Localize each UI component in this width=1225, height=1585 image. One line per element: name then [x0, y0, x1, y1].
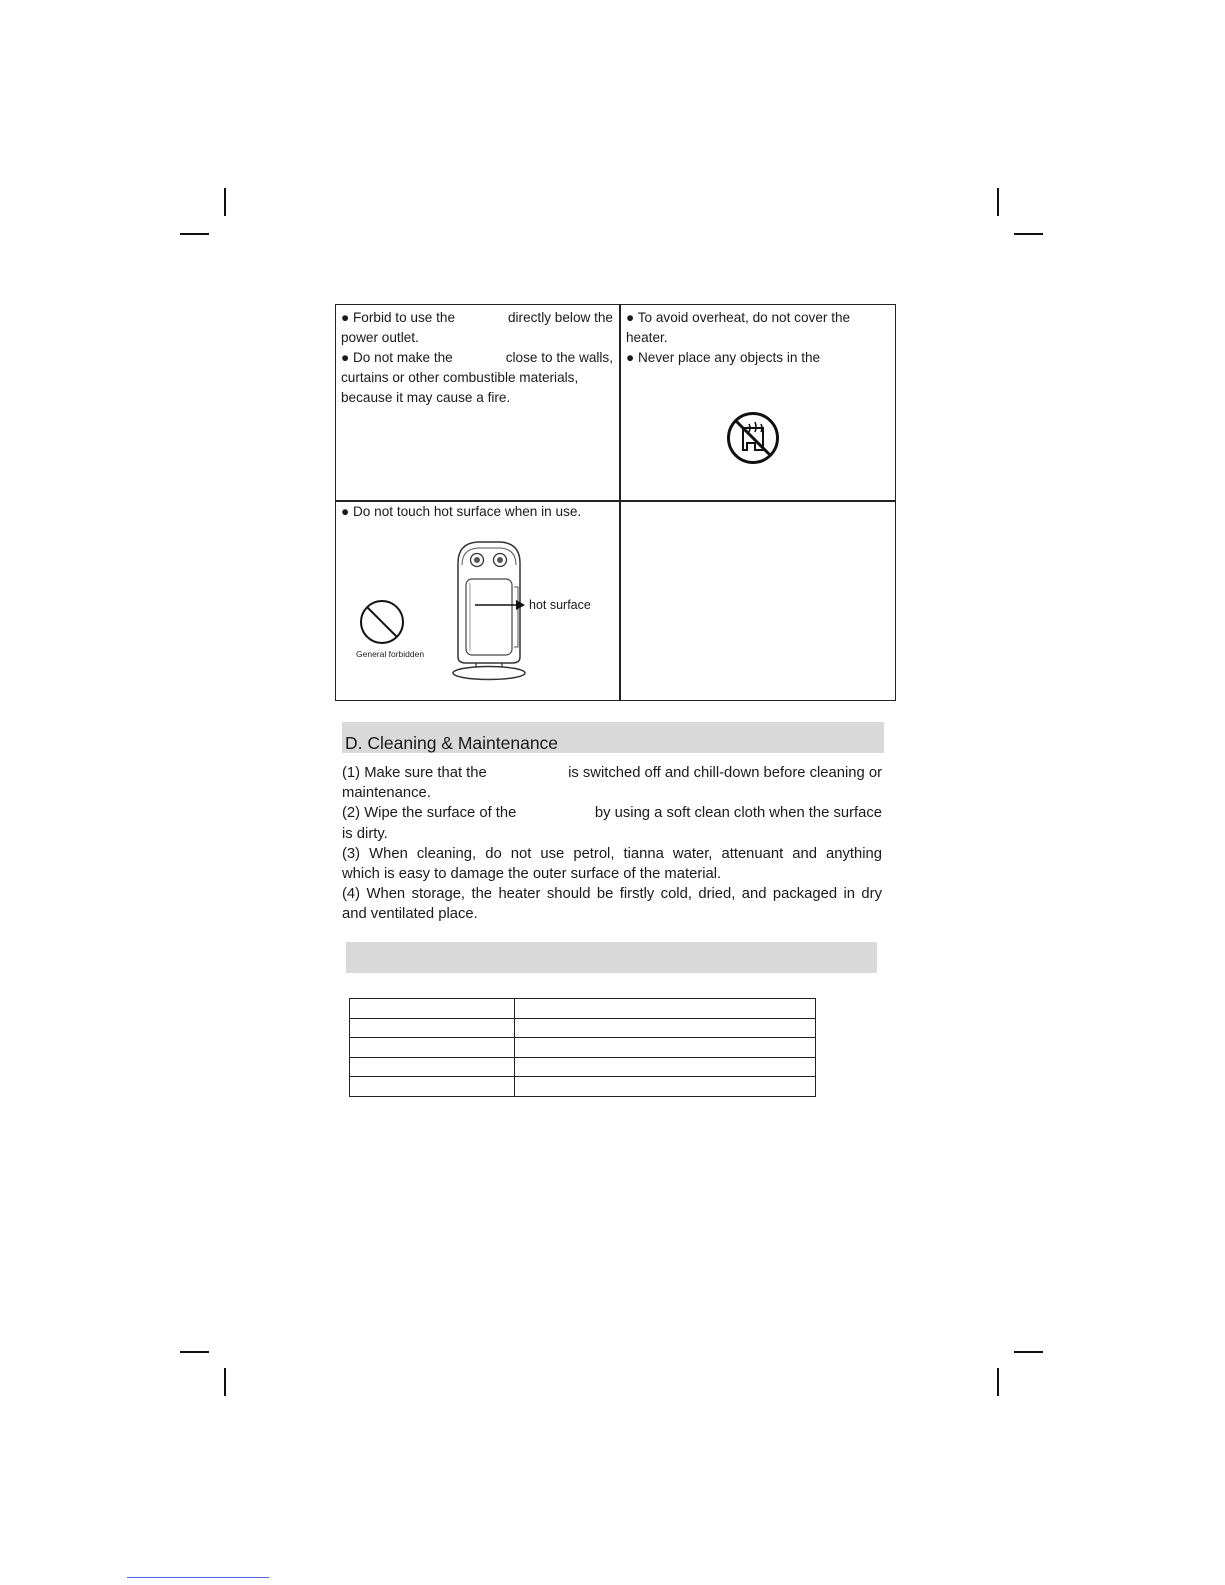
crop-mark-bottom-right-vertical: [997, 1368, 999, 1396]
cleaning-step-2-line1: [342, 803, 882, 823]
warning-item-walls-line: [341, 348, 613, 368]
spec-label-cell: [350, 1057, 515, 1077]
table-row: [350, 1057, 816, 1077]
spec-value-cell: [515, 999, 816, 1019]
warning-item-overheat-line2: heater.: [626, 330, 668, 345]
warning-cell-covering: [626, 308, 892, 368]
crop-mark-bottom-left-horizontal: [180, 1351, 209, 1353]
cleaning-step-2-line2: is dirty.: [342, 825, 388, 842]
crop-mark-top-left-horizontal: [180, 233, 209, 235]
warning-item-outlet-start: ● Forbid to use the: [341, 310, 456, 325]
warning-cell-hot-surface: [341, 502, 613, 522]
warning-item-walls-line3: because it may cause a fire.: [341, 390, 511, 405]
cleaning-step-4-line2: and ventilated place.: [342, 906, 478, 923]
spec-value-cell: [515, 1077, 816, 1097]
arrow-icon: [475, 600, 525, 610]
spec-label-cell: [350, 1018, 515, 1038]
spec-label-cell: [350, 999, 515, 1019]
spec-label-cell: [350, 1038, 515, 1058]
hot-surface-label: hot surface: [529, 598, 591, 612]
cleaning-section-header: [342, 722, 884, 753]
crop-mark-top-left-vertical: [224, 188, 226, 216]
cleaning-step-4-line1: (4) When storage, the heater should be firstly cold, dried, and packaged in dry: [342, 886, 882, 903]
cleaning-instructions: [342, 763, 882, 925]
crop-mark-bottom-right-horizontal: [1014, 1351, 1043, 1353]
warning-item-outlet-end: directly below the: [507, 310, 613, 325]
warning-item-walls-end: close to the walls,: [505, 350, 613, 365]
cleaning-step-3-line1: (3) When cleaning, do not use petrol, tianna water, attenuant and anything: [342, 845, 882, 862]
warning-item-overheat-line1: ● To avoid overheat, do not cover the: [626, 310, 851, 325]
cleaning-step-2-start: (2) Wipe the surface of the: [342, 805, 517, 822]
do-not-cover-icon: [725, 410, 781, 466]
cleaning-step-1-line2: maintenance.: [342, 785, 431, 802]
cleaning-step-1-line1: [342, 763, 882, 783]
warning-item-objects-line1: ● Never place any objects in the: [626, 350, 821, 365]
cleaning-step-3-line2: which is easy to damage the outer surface of the material.: [342, 866, 722, 883]
link-underline[interactable]: [127, 1577, 269, 1578]
table-row: [350, 1038, 816, 1058]
cleaning-section-title: D. Cleaning & Maintenance: [345, 733, 559, 753]
spec-value-cell: [515, 1018, 816, 1038]
cleaning-step-1-end: is switched off and chill-down before cleaning or: [568, 765, 882, 781]
table-row: [350, 1077, 816, 1097]
table-divider-vertical: [619, 305, 621, 700]
specification-table: [349, 998, 816, 1097]
warning-item-walls-start: ● Do not make the: [341, 350, 453, 365]
crop-mark-top-right-vertical: [997, 188, 999, 216]
warning-item-outlet-line2: power outlet.: [341, 330, 419, 345]
warning-item-walls-line2: curtains or other combustible materials,: [341, 370, 579, 385]
warning-item-outlet-line: [341, 308, 613, 328]
table-row: [350, 1018, 816, 1038]
crop-mark-top-right-horizontal: [1014, 233, 1043, 235]
table-row: [350, 999, 816, 1019]
specification-section-header: [346, 942, 877, 973]
spec-label-cell: [350, 1077, 515, 1097]
safety-warnings-table: [335, 304, 896, 701]
general-forbidden-caption: General forbidden: [356, 649, 425, 659]
cleaning-step-2-end: by using a soft clean cloth when the surface: [594, 805, 882, 822]
crop-mark-bottom-left-vertical: [224, 1368, 226, 1396]
warning-item-hot-surface: ● Do not touch hot surface when in use.: [341, 504, 582, 519]
spec-value-cell: [515, 1038, 816, 1058]
cleaning-step-1-start: (1) Make sure that the: [342, 765, 487, 781]
general-forbidden-icon: [358, 598, 406, 646]
warning-cell-placement: [341, 308, 613, 408]
spec-value-cell: [515, 1057, 816, 1077]
